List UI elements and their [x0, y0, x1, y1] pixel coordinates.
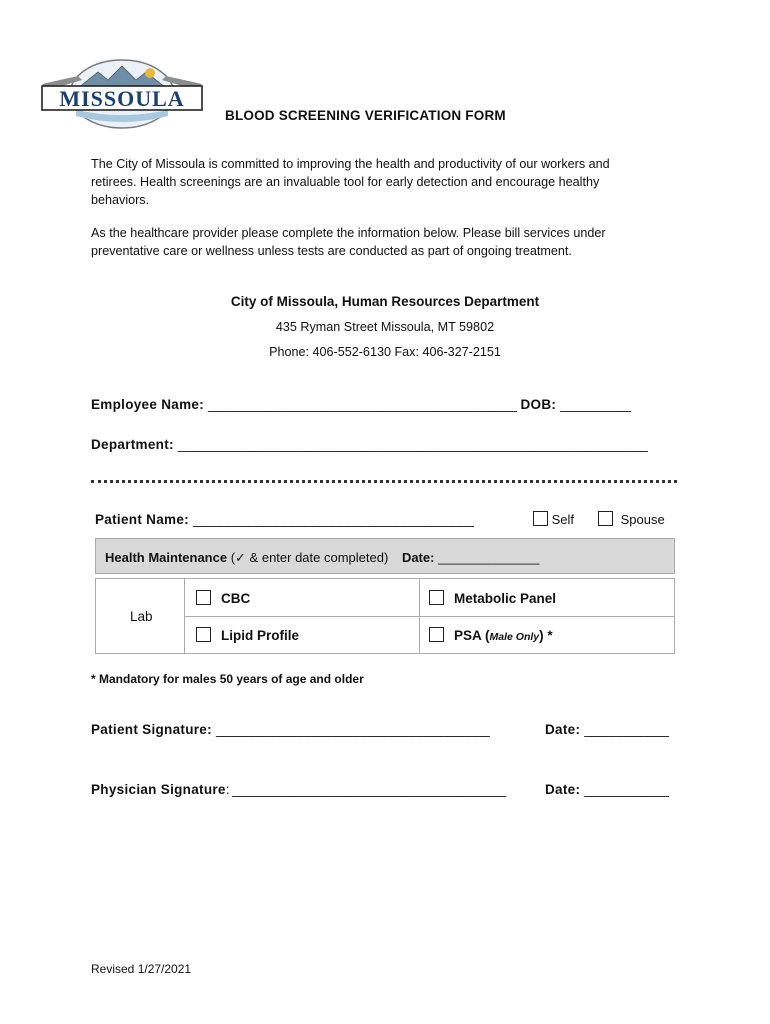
self-checkbox[interactable] — [533, 511, 548, 526]
self-label: Self — [551, 512, 575, 527]
physician-signature-colon: : — [225, 782, 230, 797]
department-row — [91, 437, 647, 452]
intro-paragraph — [91, 155, 691, 209]
missoula-logo — [38, 58, 206, 130]
metabolic-panel-label: Metabolic Panel — [454, 591, 557, 606]
instructions-paragraph — [91, 224, 691, 260]
health-maintenance-note: (✓ & enter date completed) — [230, 550, 389, 565]
employee-name-row — [91, 397, 630, 412]
spouse-option[interactable] — [598, 511, 665, 527]
missoula-seal-icon — [38, 58, 206, 130]
psa-note: Male Only — [489, 631, 540, 643]
form-title: BLOOD SCREENING VERIFICATION FORM — [225, 108, 506, 123]
department-address: 435 Ryman Street Missoula, MT 59802 — [275, 320, 495, 334]
health-maintenance-heading: Health Maintenance — [105, 550, 228, 565]
department-name: City of Missoula, Human Resources Department — [230, 294, 540, 309]
instructions-line: preventative care or wellness unless tests are conducted as part of ongoing treatment. — [91, 244, 572, 258]
intro-line: behaviors. — [91, 193, 150, 207]
logo-wordmark: MISSOULA — [59, 86, 185, 111]
revision-date: Revised 1/27/2021 — [91, 962, 192, 976]
physician-signature-label: Physician Signature — [91, 782, 226, 797]
dob-label: DOB: — [520, 397, 557, 412]
health-maintenance-header — [95, 538, 675, 574]
department-phone: Phone: 406-552-6130 Fax: 406-327-2151 — [269, 345, 501, 359]
physician-date-row — [545, 782, 668, 797]
spouse-label: Spouse — [620, 512, 665, 527]
lipid-profile-checkbox[interactable] — [196, 627, 211, 642]
department-label: Department: — [91, 437, 174, 452]
patient-name-row — [95, 512, 473, 527]
health-date-label: Date: — [401, 550, 435, 565]
dob-field[interactable]: __________ — [560, 397, 631, 412]
patient-date-row — [545, 722, 668, 737]
self-option[interactable] — [533, 511, 574, 527]
department-field[interactable]: ___________________________________________________________________ — [177, 437, 648, 452]
physician-signature-row — [91, 782, 506, 797]
psa-label: PSA ( — [454, 628, 490, 643]
lab-grid — [95, 578, 675, 654]
mandatory-footnote: * Mandatory for males 50 years of age and older — [91, 672, 364, 686]
psa-checkbox[interactable] — [429, 627, 444, 642]
intro-line: retirees. Health screenings are an invaluable tool for early detection and encourage healthy — [91, 175, 600, 189]
section-divider — [91, 480, 677, 483]
patient-signature-label: Patient Signature: — [91, 722, 212, 737]
patient-signature-row — [91, 722, 489, 737]
lipid-profile-label: Lipid Profile — [221, 628, 300, 643]
physician-signature-field[interactable]: _______________________________________ — [229, 782, 506, 797]
physician-date-field[interactable]: ____________ — [584, 782, 669, 797]
psa-tail: ) * — [539, 628, 553, 643]
cbc-label: CBC — [221, 591, 251, 606]
lipid-profile-option[interactable] — [196, 627, 299, 643]
cbc-checkbox[interactable] — [196, 590, 211, 605]
lab-label: Lab — [130, 609, 153, 624]
psa-option[interactable] — [429, 627, 553, 643]
health-date-field[interactable]: ______________ — [438, 550, 540, 565]
patient-name-field[interactable]: ________________________________________ — [193, 512, 474, 527]
metabolic-panel-option[interactable] — [429, 590, 556, 606]
patient-date-label: Date: — [545, 722, 581, 737]
instructions-line: As the healthcare provider please complete the information below. Please bill services under — [91, 226, 606, 240]
employee-name-label: Employee Name: — [91, 397, 204, 412]
spouse-checkbox[interactable] — [598, 511, 613, 526]
physician-date-label: Date: — [545, 782, 581, 797]
employee-name-field[interactable]: ____________________________________________ — [208, 397, 517, 412]
intro-line: The City of Missoula is committed to improving the health and productivity of our workers and — [91, 157, 610, 171]
patient-date-field[interactable]: ____________ — [584, 722, 669, 737]
patient-signature-field[interactable]: _______________________________________ — [215, 722, 490, 737]
cbc-option[interactable] — [196, 590, 250, 606]
patient-name-label: Patient Name: — [95, 512, 189, 527]
metabolic-panel-checkbox[interactable] — [429, 590, 444, 605]
